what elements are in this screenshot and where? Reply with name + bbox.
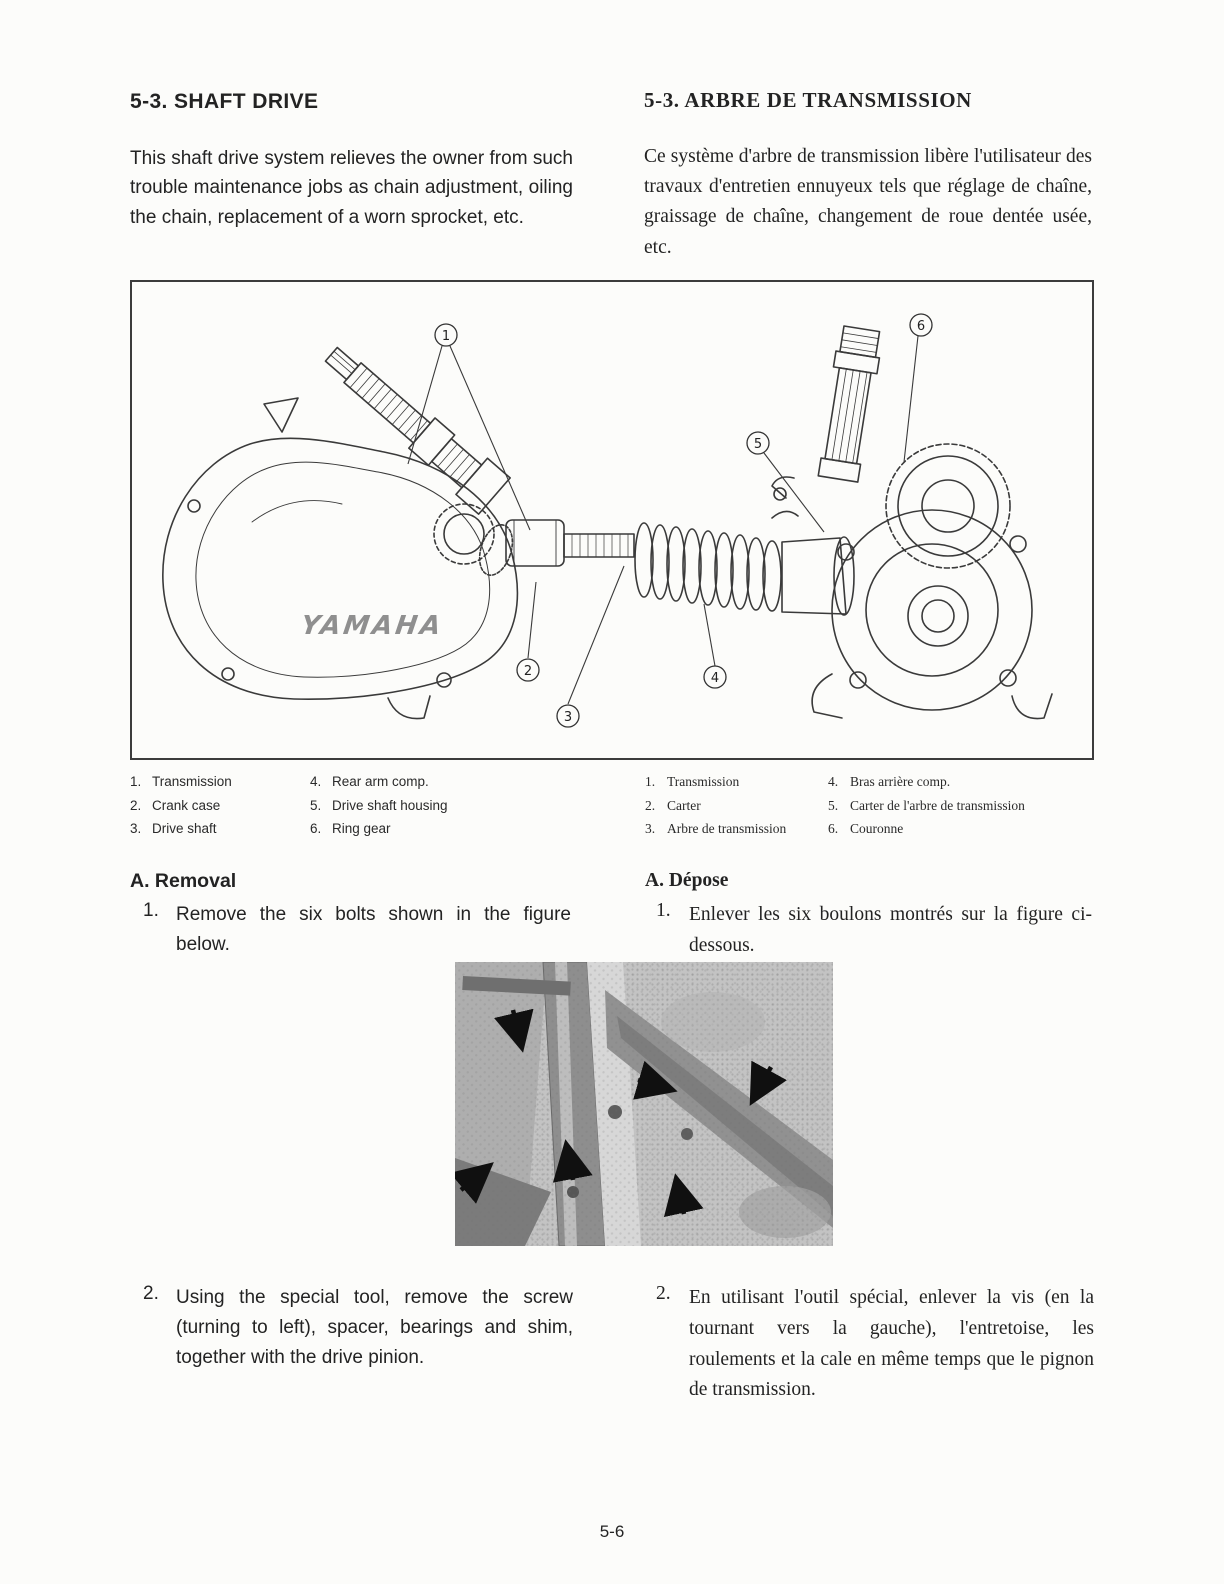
part-number: 5. bbox=[828, 797, 839, 813]
part-item bbox=[828, 817, 1025, 841]
part-label: Drive shaft bbox=[152, 821, 217, 837]
svg-text:5: 5 bbox=[753, 437, 763, 452]
part-number: 4. bbox=[828, 774, 839, 789]
part-item bbox=[130, 794, 232, 818]
step-text: Enlever les six boulons montrés sur la figure ci-dessous. bbox=[689, 904, 1092, 956]
part-number: 4. bbox=[310, 774, 322, 789]
part-label: Transmission bbox=[667, 774, 740, 789]
part-item bbox=[310, 770, 448, 794]
svg-text:3: 3 bbox=[563, 710, 573, 725]
part-label: Ring gear bbox=[332, 821, 391, 837]
callout-3 bbox=[557, 705, 579, 727]
part-label: Arbre de transmission bbox=[667, 821, 787, 837]
part-number: 6. bbox=[310, 821, 322, 837]
part-item bbox=[130, 817, 232, 841]
removal-heading-fr: A. Dépose bbox=[645, 870, 729, 891]
yamaha-logo: YAMAHA bbox=[299, 611, 446, 641]
callout-5 bbox=[747, 432, 769, 454]
parts-list-fr-col2 bbox=[828, 770, 1025, 841]
svg-text:6: 6 bbox=[916, 319, 926, 334]
svg-text:1: 1 bbox=[441, 329, 451, 344]
callout-2 bbox=[517, 659, 539, 681]
section-heading-en: 5-3. SHAFT DRIVE bbox=[130, 90, 319, 113]
shaft-drive-diagram bbox=[132, 282, 1092, 758]
part-label: Crank case bbox=[152, 797, 221, 813]
part-item bbox=[645, 817, 786, 841]
part-item bbox=[310, 817, 448, 841]
part-label: Transmission bbox=[152, 774, 232, 789]
figure-frame bbox=[130, 280, 1094, 760]
intro-paragraph-en: This shaft drive system relieves the owner from such trouble maintenance jobs as chain adjustment, oiling the chain, replacement of a worn sprocket, etc. bbox=[130, 148, 573, 228]
step-2-fr bbox=[656, 1283, 1094, 1406]
part-label: Rear arm comp. bbox=[332, 774, 429, 789]
part-number: 3. bbox=[130, 821, 142, 837]
part-item bbox=[828, 794, 1025, 818]
part-label: Bras arrière comp. bbox=[850, 774, 951, 789]
step-text: Using the special tool, remove the screw (turning to left), spacer, bearings and shim, together with the drive pinion. bbox=[176, 1287, 573, 1369]
part-item bbox=[828, 770, 1025, 794]
section-heading-fr: 5-3. ARBRE DE TRANSMISSION bbox=[644, 88, 972, 112]
part-number: 2. bbox=[130, 797, 142, 813]
step-text: Remove the six bolts shown in the figure below. bbox=[176, 904, 571, 956]
removal-heading-en: A. Removal bbox=[130, 870, 237, 892]
intro-paragraph-fr: Ce système d'arbre de transmission libère l'utilisateur des travaux d'entretien ennuyeux tels que réglage de chaîne, graissage de chaîne, changement de roue dentée usée, etc. bbox=[644, 146, 1092, 258]
part-number: 6. bbox=[828, 821, 839, 837]
part-item bbox=[310, 794, 448, 818]
part-number: 1. bbox=[130, 774, 142, 789]
step-number: 2. bbox=[143, 1283, 159, 1304]
callout-4 bbox=[704, 666, 726, 688]
step-1-en bbox=[143, 900, 571, 960]
part-label: Carter bbox=[667, 797, 701, 813]
parts-list-fr-col1 bbox=[645, 770, 786, 841]
svg-text:4: 4 bbox=[710, 671, 720, 686]
step-1-fr bbox=[656, 900, 1092, 962]
svg-text:2: 2 bbox=[523, 664, 533, 679]
part-number: 3. bbox=[645, 821, 656, 837]
step-number: 1. bbox=[143, 900, 159, 921]
part-label: Carter de l'arbre de transmission bbox=[850, 797, 1025, 813]
bolts-photo-image bbox=[455, 962, 833, 1246]
step-2-en bbox=[143, 1283, 573, 1373]
part-number: 5. bbox=[310, 797, 322, 813]
callout-6 bbox=[910, 314, 932, 336]
step-text: En utilisant l'outil spécial, enlever la vis (en la tournant vers la gauche), l'entretoise, les roulements et la cale en même temps que le pignon de transmission. bbox=[689, 1287, 1094, 1401]
callout-1 bbox=[435, 324, 457, 346]
part-item bbox=[645, 794, 786, 818]
page-number: 5-6 bbox=[599, 1522, 625, 1541]
part-item bbox=[645, 770, 786, 794]
step-number: 1. bbox=[656, 900, 671, 921]
part-number: 1. bbox=[645, 774, 656, 789]
step-number: 2. bbox=[656, 1283, 671, 1304]
parts-list-en-col2 bbox=[310, 770, 448, 841]
part-number: 2. bbox=[645, 797, 656, 813]
part-label: Drive shaft housing bbox=[332, 797, 448, 813]
part-item bbox=[130, 770, 232, 794]
parts-list-en-col1 bbox=[130, 770, 232, 841]
part-label: Couronne bbox=[850, 821, 904, 837]
bolts-photo bbox=[455, 962, 833, 1246]
